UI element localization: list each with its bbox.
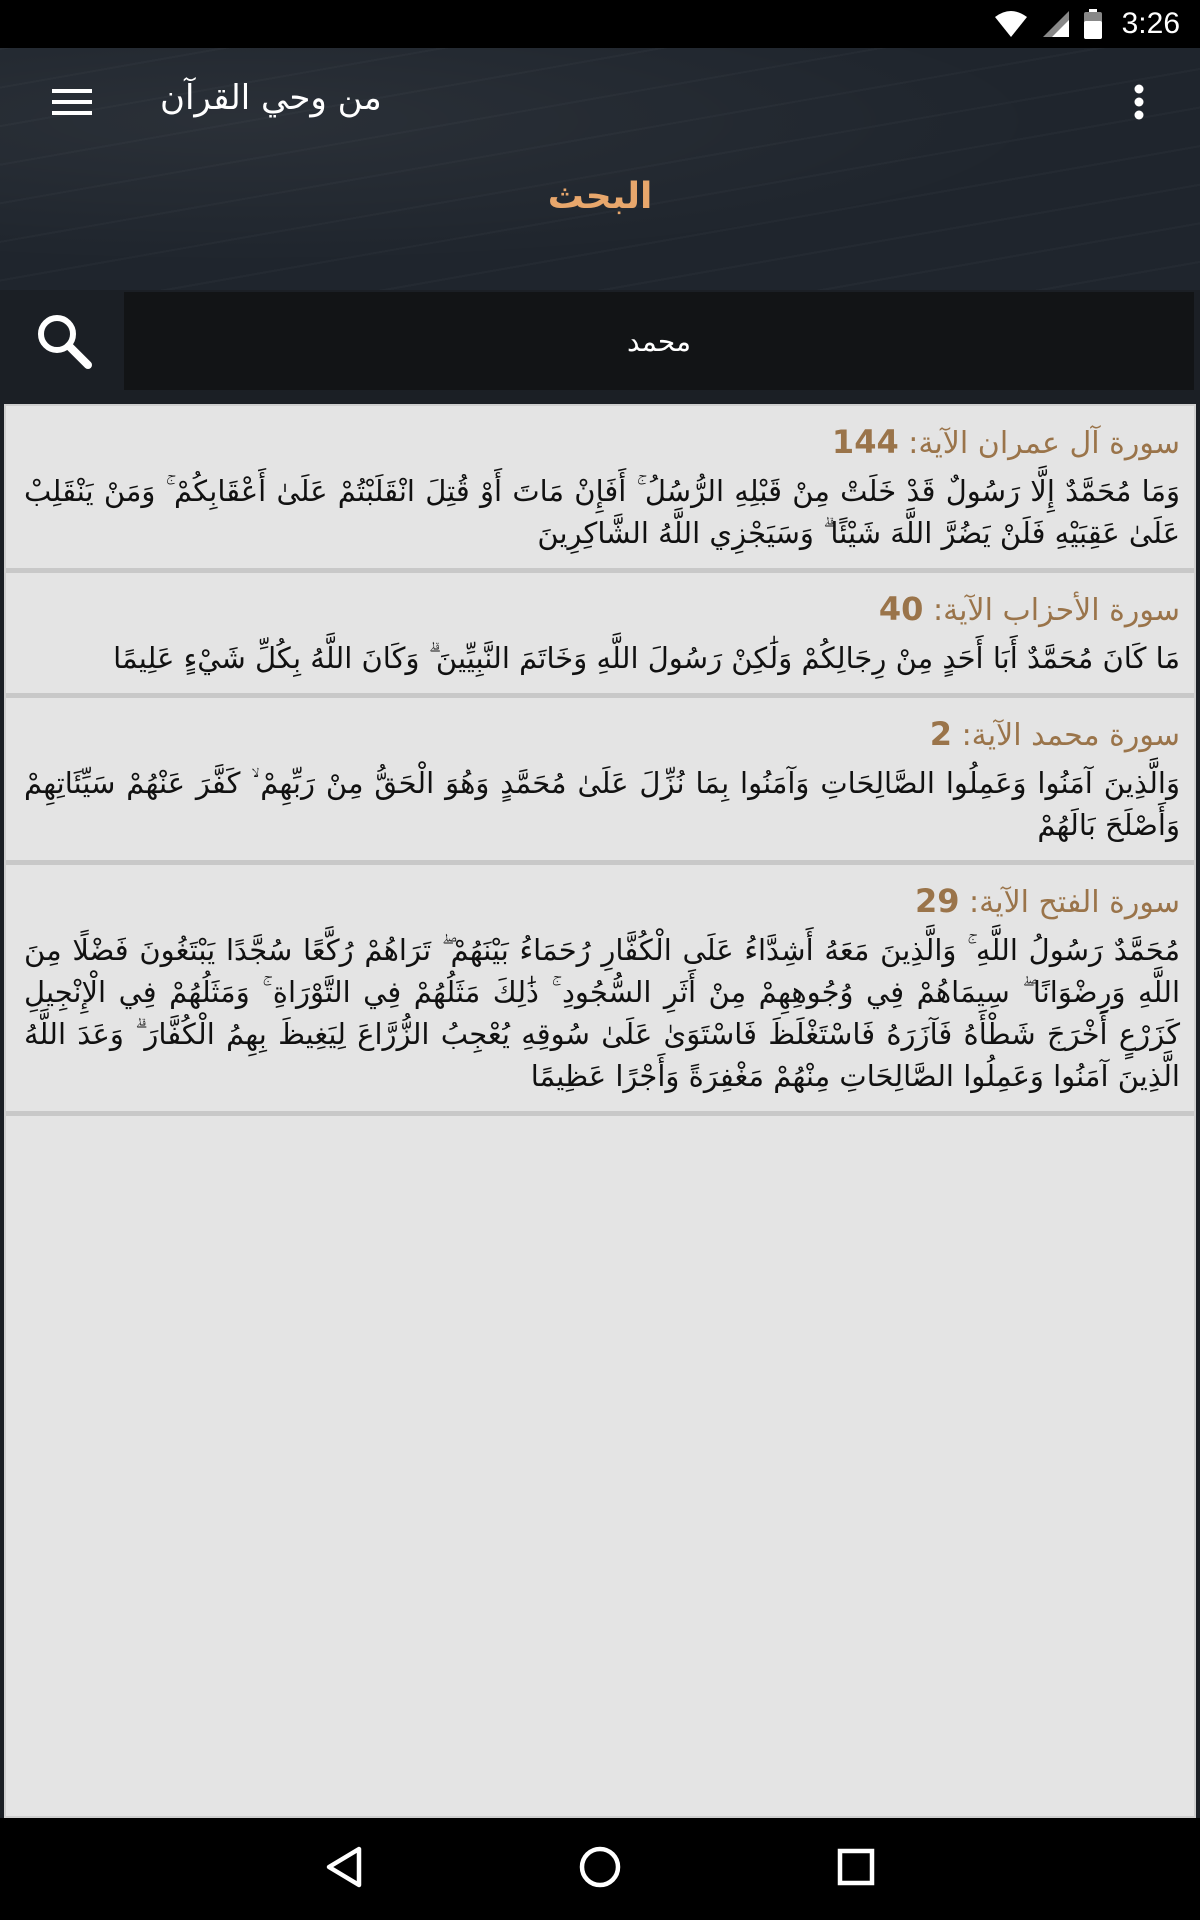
result-reference: [24, 587, 1180, 633]
back-triangle-icon: [323, 1845, 363, 1893]
surah-label: سورة الأحزاب الآية:: [932, 593, 1180, 628]
search-button[interactable]: [18, 304, 108, 380]
result-reference: [24, 712, 1180, 758]
result-item-2[interactable]: [6, 698, 1194, 865]
status-bar: [0, 0, 1200, 48]
result-item-0[interactable]: [6, 406, 1194, 573]
ayah-text: وَمَا مُحَمَّدٌ إِلَّا رَسُولٌ قَدْ خَلَتْ مِنْ قَبْلِهِ الرُّسُلُ ۚ أَفَإِنْ مَاتَ أَوْ قُتِلَ انْقَلَبْتُمْ عَلَىٰ أَعْقَابِكُمْ ۚ وَمَنْ يَنْقَلِبْ عَلَىٰ عَقِبَيْهِ فَلَنْ يَضُرَّ اللَّهَ شَيْئًا ۗ وَسَيَجْزِي اللَّهُ الشَّاكِرِينَ: [24, 474, 1180, 550]
signal-icon: [1042, 10, 1070, 38]
surah-label: سورة الفتح الآية:: [969, 885, 1180, 920]
app-header: [0, 48, 1200, 290]
toolbar: [0, 48, 1200, 160]
search-icon: [33, 310, 93, 374]
wifi-icon: [994, 10, 1028, 38]
battery-icon: [1084, 9, 1102, 39]
system-nav-bar: [0, 1818, 1200, 1920]
ayah-number: 29: [914, 882, 960, 920]
ayah-text: مَا كَانَ مُحَمَّدٌ أَبَا أَحَدٍ مِنْ رِجَالِكُمْ وَلَٰكِنْ رَسُولَ اللَّهِ وَخَاتَمَ النَّبِيِّينَ ۗ وَكَانَ اللَّهُ بِكُلِّ شَيْءٍ عَلِيمًا: [113, 641, 1180, 675]
hamburger-menu-icon: [52, 87, 92, 121]
home-circle-icon: [578, 1845, 622, 1893]
ayah-text: مُحَمَّدٌ رَسُولُ اللَّهِ ۚ وَالَّذِينَ مَعَهُ أَشِدَّاءُ عَلَى الْكُفَّارِ رُحَمَاءُ بَيْنَهُمْ ۖ تَرَاهُمْ رُكَّعًا سُجَّدًا يَبْتَغُونَ فَضْلًا مِنَ اللَّهِ وَرِضْوَانًا ۖ سِيمَاهُمْ فِي وُجُوهِهِمْ مِنْ أَثَرِ السُّجُودِ ۚ ذَٰلِكَ مَثَلُهُمْ فِي التَّوْرَاةِ ۚ وَمَثَلُهُمْ فِي الْإِنْجِيلِ كَزَرْعٍ أَخْرَجَ شَطْأَهُ فَآزَرَهُ فَاسْتَغْلَظَ فَاسْتَوَىٰ عَلَىٰ سُوقِهِ يُعْجِبُ الزُّرَّاعَ لِيَغِيظَ بِهِمُ الْكُفَّارَ ۗ وَعَدَ اللَّهُ الَّذِينَ آمَنُوا وَعَمِلُوا الصَّالِحَاتِ مِنْهُمْ مَغْفِرَةً وَأَجْرًا عَظِيمًا: [24, 933, 1180, 1093]
ayah-number: 144: [831, 423, 899, 461]
search-row: [0, 290, 1200, 390]
menu-button[interactable]: [34, 74, 110, 134]
result-item-1[interactable]: [6, 573, 1194, 698]
result-reference: [24, 420, 1180, 466]
app-title: من وحي القرآن: [160, 78, 382, 118]
home-button[interactable]: [555, 1838, 645, 1900]
surah-label: سورة آل عمران الآية:: [908, 426, 1180, 461]
section-title: البحث: [547, 176, 653, 217]
ayah-text: وَالَّذِينَ آمَنُوا وَعَمِلُوا الصَّالِحَاتِ وَآمَنُوا بِمَا نُزِّلَ عَلَىٰ مُحَمَّدٍ وَهُوَ الْحَقُّ مِنْ رَبِّهِمْ ۙ كَفَّرَ عَنْهُمْ سَيِّئَاتِهِمْ وَأَصْلَحَ بَالَهُمْ: [24, 766, 1180, 842]
recents-button[interactable]: [811, 1838, 901, 1900]
surah-label: سورة محمد الآية:: [961, 718, 1180, 753]
result-item-3[interactable]: [6, 865, 1194, 1116]
search-input[interactable]: [124, 292, 1194, 390]
more-vert-icon: [1133, 84, 1145, 124]
ayah-number: 40: [878, 590, 924, 628]
overflow-menu-button[interactable]: [1114, 74, 1164, 134]
clock: 3:26: [1121, 7, 1180, 40]
ayah-number: 2: [929, 715, 953, 753]
results-list[interactable]: [4, 404, 1196, 1818]
result-reference: [24, 879, 1180, 925]
recents-square-icon: [836, 1847, 876, 1891]
back-button[interactable]: [298, 1838, 388, 1900]
